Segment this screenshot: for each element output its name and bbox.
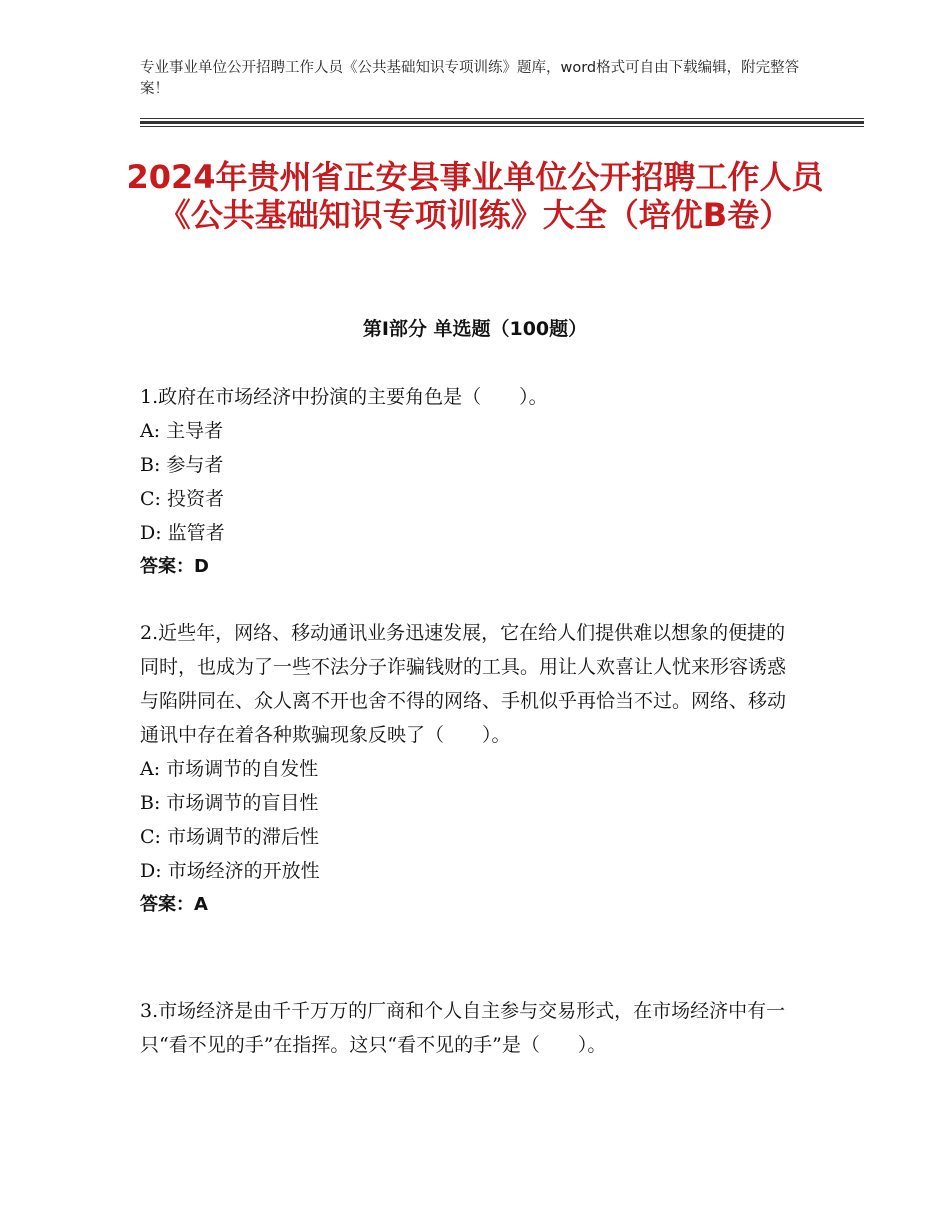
option-d: D: 市场经济的开放性 (140, 860, 320, 882)
option-b: B: 市场调节的盲目性 (140, 792, 319, 814)
header-rule-top (140, 118, 864, 119)
question-1 (140, 380, 800, 584)
section-heading: 第Ⅰ部分 单选题（100题） (362, 318, 588, 340)
document-header-note: 专业事业单位公开招聘工作人员《公共基础知识专项训练》题库，word格式可自由下载编辑，附完整答案！ (140, 60, 800, 97)
header-rule-thick (140, 121, 864, 124)
question-stem: 3.市场经济是由千千万万的厂商和个人自主参与交易形式，在市场经济中有一只“看不见的手”在指挥。这只“看不见的手”是（ ）。 (140, 1000, 786, 1056)
option-a: A: 市场调节的自发性 (140, 758, 319, 780)
question-2 (140, 616, 800, 922)
option-a: A: 主导者 (140, 420, 224, 442)
option-d: D: 监管者 (140, 522, 225, 544)
option-c: C: 投资者 (140, 488, 224, 510)
document-title: 2024年贵州省正安县事业单位公开招聘工作人员《公共基础知识专项训练》大全（培优B卷） (126, 158, 824, 234)
option-b: B: 参与者 (140, 454, 224, 476)
question-stem: 2.近些年，网络、移动通讯业务迅速发展，它在给人们提供难以想象的便捷的同时，也成为了一些不法分子诈骗钱财的工具。用让人欢喜让人忧来形容诱惑与陷阱同在、众人离不开也舍不得的网络、手机似乎再恰当不过。网络、移动通讯中存在着各种欺骗现象反映了（ ）。 (140, 622, 787, 746)
question-stem: 1.政府在市场经济中扮演的主要角色是（ ）。 (140, 386, 548, 408)
answer: 答案：D (140, 556, 209, 577)
header-rule-bottom (140, 126, 864, 127)
option-c: C: 市场调节的滞后性 (140, 826, 319, 848)
answer: 答案：A (140, 894, 208, 915)
question-3 (140, 994, 800, 1062)
